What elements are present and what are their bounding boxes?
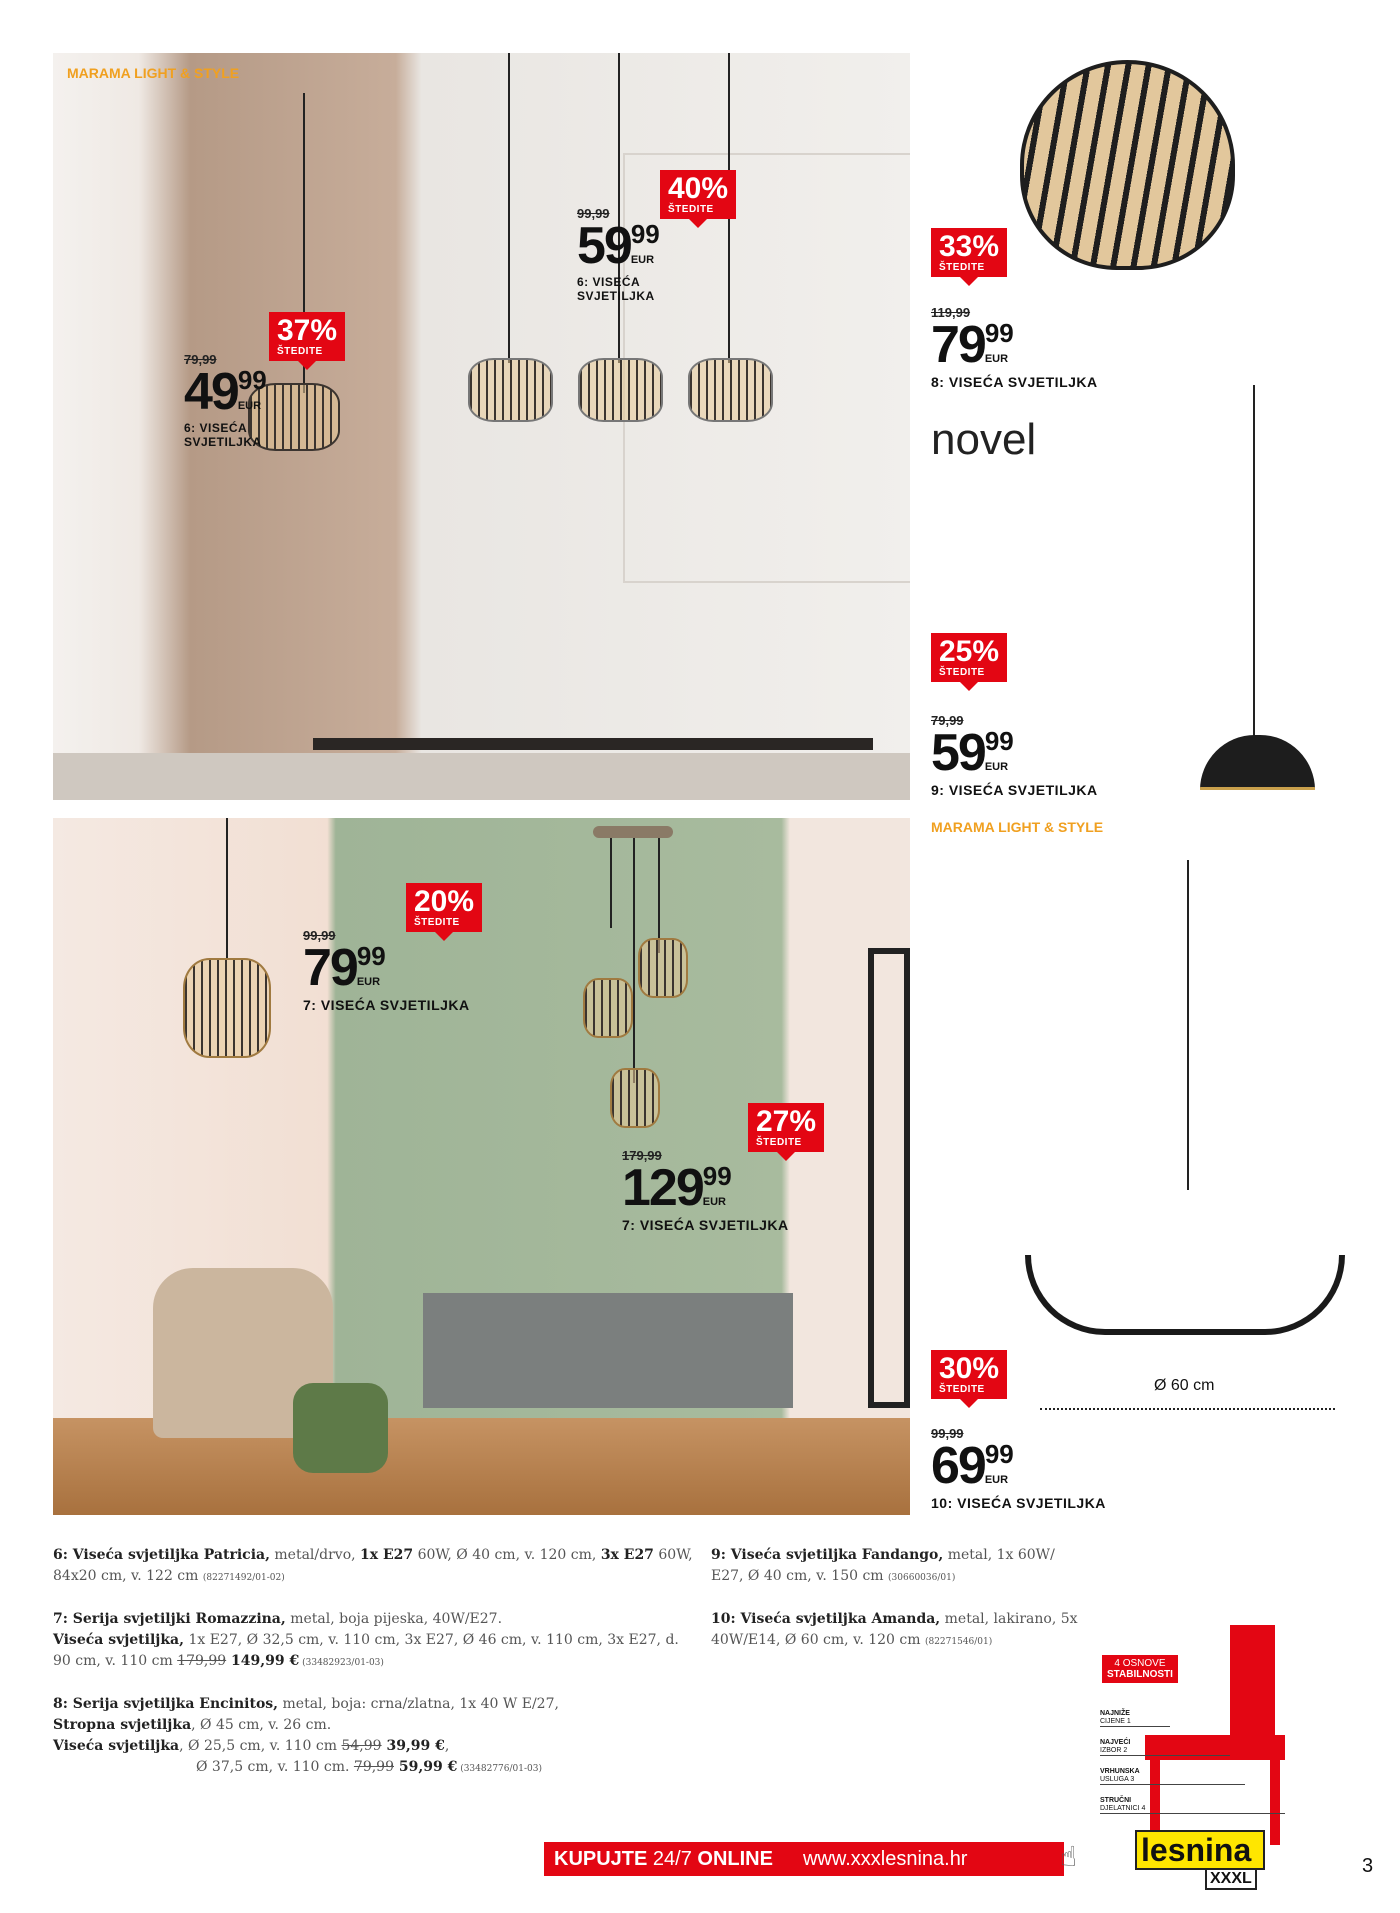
product-descriptions-left: [53, 1545, 693, 1800]
stability-title: 4 OSNOVE STABILNOSTI: [1102, 1655, 1178, 1683]
product-label: 6: VISEĆA SVJETILJKA: [184, 421, 262, 449]
pointer-hand-icon: ☝: [1060, 1840, 1078, 1873]
ceiling-lamp-image: [1020, 60, 1235, 270]
save-label: ŠTEDITE: [939, 667, 985, 678]
floor: [53, 753, 910, 800]
old-price: 119,99: [931, 305, 971, 320]
price-cents: 99: [237, 365, 267, 395]
dimension-label: Ø 60 cm: [1154, 1377, 1215, 1394]
dimension-arrow: [1040, 1408, 1335, 1410]
price-block: [622, 1148, 789, 1233]
stability-list: [1100, 1710, 1285, 1814]
product-label: 8: VISEĆA SVJETILJKA: [931, 374, 1098, 390]
discount-percent: 27%: [756, 1105, 817, 1138]
save-label: ŠTEDITE: [756, 1137, 802, 1148]
stability-item: NAJNIŽE CIJENE 1: [1100, 1710, 1170, 1727]
product-label: 7: VISEĆA SVJETILJKA: [303, 997, 470, 1013]
price-block: [577, 206, 660, 303]
lamp-cord: [226, 818, 228, 958]
save-label: ŠTEDITE: [939, 1384, 985, 1395]
product-label: 6: VISEĆA SVJETILJKA: [577, 275, 655, 303]
stability-item: NAJVEĆI IZBOR 2: [1100, 1739, 1230, 1756]
discount-percent: 37%: [277, 314, 338, 347]
description-7: 7: Serija svjetiljki Romazzina, metal, boja pijeska, 40W/E27. Viseća svjetiljka, 1x E27, Ø 32,5 cm, v. 110 cm, 3x E27, Ø 46 cm, v. 110 cm, 3x E27, d. 90 cm, v. 110 cm 179,99 149,99 € (33482923/01-03): [53, 1611, 679, 1669]
window: [868, 948, 910, 1408]
price-whole: 69: [931, 1437, 985, 1495]
price-whole: 79: [303, 939, 357, 997]
discount-percent: 33%: [939, 230, 1000, 263]
lamp-cord: [633, 833, 635, 1083]
pendant-lamp: [578, 358, 663, 422]
discount-badge: [931, 633, 1007, 682]
chandelier-chain: [1187, 860, 1189, 1190]
product-label: 9: VISEĆA SVJETILJKA: [931, 782, 1098, 798]
price-cents: 99: [984, 726, 1014, 756]
old-price: 99,99: [303, 928, 336, 943]
marama-logo: MARAMA LIGHT & STYLE: [931, 819, 1104, 835]
price-whole: 59: [931, 724, 985, 782]
website-link[interactable]: www.xxxlesnina.hr: [802, 1848, 968, 1870]
description-6: 6: Viseća svjetiljka Patricia, metal/drvo, 1x E27 60W, Ø 40 cm, v. 120 cm, 3x E27 60W, 84x20 cm, v. 122 cm (82271492/01-02): [53, 1547, 693, 1584]
save-label: ŠTEDITE: [277, 346, 323, 357]
pendant-lamp: [183, 958, 271, 1058]
lamp-cord: [658, 833, 660, 953]
chandelier-image: [1025, 1255, 1345, 1335]
price-block: [303, 928, 470, 1013]
pendant-lamp: [610, 1068, 660, 1128]
currency: EUR: [630, 254, 655, 266]
canopy: [593, 826, 673, 838]
currency: EUR: [702, 1196, 726, 1208]
dining-table: [313, 738, 873, 750]
price-cents: 99: [356, 941, 386, 971]
shop-online-banner[interactable]: KUPUJTE 24/7 ONLINE www.xxxlesnina.hr: [544, 1842, 1064, 1876]
save-label: ŠTEDITE: [414, 917, 460, 928]
novel-logo: novel: [931, 415, 1037, 464]
xxxl-logo: XXXL: [1205, 1868, 1257, 1890]
discount-percent: 20%: [414, 885, 475, 918]
price-whole: 129: [622, 1159, 703, 1217]
currency: EUR: [356, 976, 381, 988]
currency: EUR: [984, 353, 1009, 365]
currency: EUR: [984, 1474, 1009, 1486]
product-descriptions-right: [711, 1545, 1091, 1673]
price-cents: 99: [984, 318, 1014, 348]
ottoman: [293, 1383, 388, 1473]
description-10: 10: Viseća svjetiljka Amanda, metal, lakirano, 5x 40W/E14, Ø 60 cm, v. 120 cm (82271546/01): [711, 1611, 1078, 1648]
stability-graphic: [1100, 1625, 1300, 1845]
pendant-lamp: [688, 358, 773, 422]
product-label: 10: VISEĆA SVJETILJKA: [931, 1495, 1106, 1511]
discount-badge: [748, 1103, 824, 1152]
lamp-cord: [508, 53, 510, 363]
pendant-lamp: [468, 358, 553, 422]
discount-badge: [269, 312, 345, 361]
product-photo-dining: [53, 53, 910, 800]
price-whole: 49: [184, 363, 238, 421]
currency: EUR: [984, 761, 1009, 773]
stability-item: STRUČNI DJELATNICI 4: [1100, 1797, 1285, 1814]
lamp-cord: [1253, 385, 1255, 745]
discount-badge: [931, 1350, 1007, 1399]
page-number: 3: [1362, 1855, 1374, 1877]
price-block: [184, 352, 267, 449]
price-block: [931, 713, 1098, 798]
currency: EUR: [237, 400, 262, 412]
old-price: 79,99: [184, 352, 217, 367]
price-cents: 99: [702, 1161, 732, 1191]
price-block: [931, 305, 1098, 390]
price-whole: 59: [577, 217, 631, 275]
old-price: 99,99: [577, 206, 610, 221]
description-8: 8: Serija svjetiljka Encinitos, metal, boja: crna/zlatna, 1x 40 W E/27, Stropna svjetiljka, Ø 45 cm, v. 26 cm. Viseća svjetiljka, Ø 25,5 cm, v. 110 cm 54,99 39,99 €, Ø 37,5 cm, v. 110 cm. 79,99 59,99 € (33482776/01-03): [53, 1696, 559, 1775]
price-cents: 99: [630, 219, 660, 249]
sideboard: [423, 1293, 793, 1408]
product-label: 7: VISEĆA SVJETILJKA: [622, 1217, 789, 1233]
stability-item: VRHUNSKA USLUGA 3: [1100, 1768, 1245, 1785]
old-price: 99,99: [931, 1426, 964, 1441]
marama-logo: MARAMA LIGHT & STYLE: [67, 65, 240, 81]
discount-percent: 25%: [939, 635, 1000, 668]
pendant-lamp: [638, 938, 688, 998]
price-cents: 99: [984, 1439, 1014, 1469]
save-label: ŠTEDITE: [668, 204, 714, 215]
discount-percent: 30%: [939, 1352, 1000, 1385]
pendant-lamp: [583, 978, 633, 1038]
old-price: 79,99: [931, 713, 964, 728]
discount-badge: [660, 170, 736, 219]
description-9: 9: Viseća svjetiljka Fandango, metal, 1x 60W/ E27, Ø 40 cm, v. 150 cm (30660036/01): [711, 1547, 1055, 1584]
price-whole: 79: [931, 316, 985, 374]
lesnina-logo: lesnina: [1135, 1830, 1265, 1870]
discount-badge: [931, 228, 1007, 277]
lamp-cord: [610, 833, 612, 928]
save-label: ŠTEDITE: [939, 262, 985, 273]
dome-lamp-image: [1200, 735, 1315, 790]
price-block: [931, 1426, 1106, 1511]
old-price: 179,99: [622, 1148, 662, 1163]
discount-badge: [406, 883, 482, 932]
discount-percent: 40%: [668, 172, 729, 205]
